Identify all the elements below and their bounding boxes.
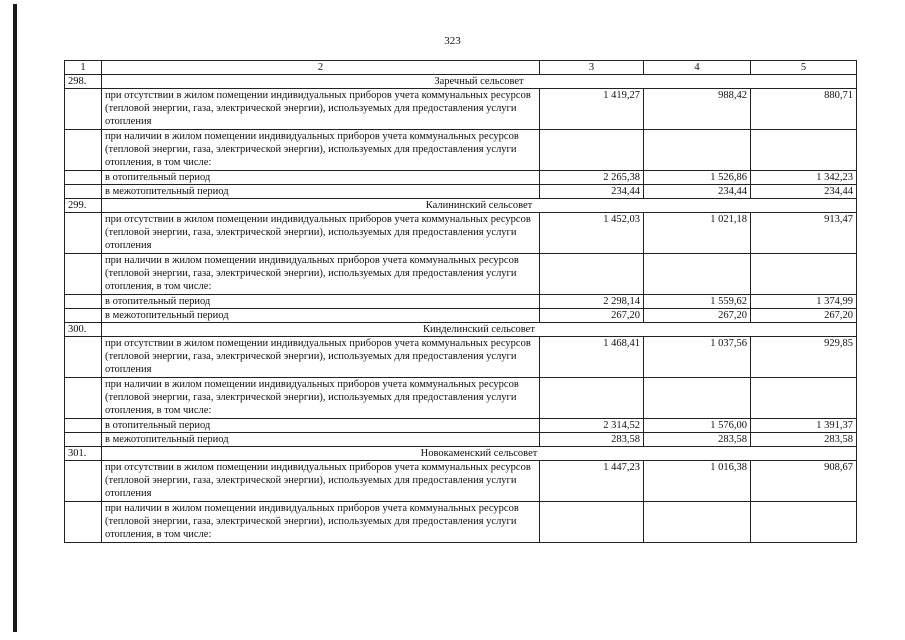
row-number-cell (65, 295, 102, 309)
tariff-value-col-3: 267,20 (540, 309, 644, 323)
tariff-value-col-3 (540, 130, 644, 171)
tariff-value-col-3: 1 447,23 (540, 461, 644, 502)
tariff-value-col-5: 283,58 (751, 433, 857, 447)
tariff-row (65, 254, 857, 295)
tariff-value-col-5 (751, 254, 857, 295)
tariff-value-col-4: 1 037,56 (644, 337, 751, 378)
council-header-row (65, 323, 857, 337)
tariff-value-col-4: 1 016,38 (644, 461, 751, 502)
tariff-row (65, 337, 857, 378)
tariff-value-col-4: 1 021,18 (644, 213, 751, 254)
row-label: при отсутствии в жилом помещении индивидуальных приборов учета коммунальных ресурсов (тепловой энергии, газа, электрической энергии), используемых для предоставления услуги отопления (102, 461, 540, 502)
tariff-value-col-3 (540, 254, 644, 295)
row-label: при наличии в жилом помещении индивидуальных приборов учета коммунальных ресурсов (тепловой энергии, газа, электрической энергии), используемых для предоставления услуги отопления, в том числе: (102, 378, 540, 419)
council-header-row (65, 75, 857, 89)
tariff-row (65, 419, 857, 433)
row-label: при наличии в жилом помещении индивидуальных приборов учета коммунальных ресурсов (тепловой энергии, газа, электрической энергии), используемых для предоставления услуги отопления, в том числе: (102, 254, 540, 295)
row-number-cell (65, 89, 102, 130)
tariff-value-col-4: 1 559,62 (644, 295, 751, 309)
section-number: 301. (65, 447, 102, 461)
tariff-value-col-5 (751, 502, 857, 543)
tariff-value-col-4: 988,42 (644, 89, 751, 130)
column-header: 5 (751, 61, 857, 75)
row-label: при отсутствии в жилом помещении индивидуальных приборов учета коммунальных ресурсов (тепловой энергии, газа, электрической энергии), используемых для предоставления услуги отопления (102, 89, 540, 130)
tariff-value-col-5: 1 342,23 (751, 171, 857, 185)
row-number-cell (65, 213, 102, 254)
tariff-value-col-4: 234,44 (644, 185, 751, 199)
row-label: при наличии в жилом помещении индивидуальных приборов учета коммунальных ресурсов (тепловой энергии, газа, электрической энергии), используемых для предоставления услуги отопления, в том числе: (102, 130, 540, 171)
row-number-cell (65, 309, 102, 323)
tariff-row (65, 461, 857, 502)
tariff-row (65, 433, 857, 447)
row-label: в межотопительный период (102, 433, 540, 447)
row-label: при отсутствии в жилом помещении индивидуальных приборов учета коммунальных ресурсов (тепловой энергии, газа, электрической энергии), используемых для предоставления услуги отопления (102, 337, 540, 378)
tariff-value-col-3 (540, 378, 644, 419)
council-header-row (65, 199, 857, 213)
tariff-value-col-3: 283,58 (540, 433, 644, 447)
row-number-cell (65, 254, 102, 295)
row-label: при наличии в жилом помещении индивидуальных приборов учета коммунальных ресурсов (тепловой энергии, газа, электрической энергии), используемых для предоставления услуги отопления, в том числе: (102, 502, 540, 543)
council-name: Новокаменский сельсовет (102, 447, 857, 461)
tariff-value-col-3: 2 298,14 (540, 295, 644, 309)
tariff-value-col-4 (644, 254, 751, 295)
tariff-row (65, 171, 857, 185)
tariff-value-col-5: 1 391,37 (751, 419, 857, 433)
tariff-value-col-5: 267,20 (751, 309, 857, 323)
tariff-value-col-3 (540, 502, 644, 543)
column-header: 3 (540, 61, 644, 75)
tariff-row (65, 89, 857, 130)
column-header: 2 (102, 61, 540, 75)
tariff-row (65, 378, 857, 419)
council-name: Кинделинский сельсовет (102, 323, 857, 337)
tariff-value-col-3: 1 452,03 (540, 213, 644, 254)
tariff-row (65, 185, 857, 199)
tariff-table (64, 60, 857, 543)
page-number: 323 (444, 35, 461, 47)
row-number-cell (65, 433, 102, 447)
row-label: в межотопительный период (102, 309, 540, 323)
row-number-cell (65, 378, 102, 419)
tariff-value-col-3: 1 419,27 (540, 89, 644, 130)
tariff-value-col-5 (751, 378, 857, 419)
tariff-value-col-5: 908,67 (751, 461, 857, 502)
tariff-value-col-5 (751, 130, 857, 171)
tariff-row (65, 309, 857, 323)
tariff-value-col-3: 2 314,52 (540, 419, 644, 433)
row-number-cell (65, 185, 102, 199)
row-label: в отопительный период (102, 171, 540, 185)
council-name: Калининский сельсовет (102, 199, 857, 213)
tariff-value-col-5: 880,71 (751, 89, 857, 130)
column-header: 4 (644, 61, 751, 75)
section-number: 298. (65, 75, 102, 89)
tariff-value-col-4 (644, 378, 751, 419)
scan-edge-shadow (13, 4, 17, 632)
council-header-row (65, 447, 857, 461)
tariff-value-col-4: 267,20 (644, 309, 751, 323)
section-number: 300. (65, 323, 102, 337)
tariff-value-col-3: 234,44 (540, 185, 644, 199)
column-header-row (65, 61, 857, 75)
column-header: 1 (65, 61, 102, 75)
row-label: при отсутствии в жилом помещении индивидуальных приборов учета коммунальных ресурсов (тепловой энергии, газа, электрической энергии), используемых для предоставления услуги отопления (102, 213, 540, 254)
tariff-value-col-5: 234,44 (751, 185, 857, 199)
tariff-row (65, 130, 857, 171)
row-label: в отопительный период (102, 419, 540, 433)
tariff-value-col-3: 2 265,38 (540, 171, 644, 185)
tariff-row (65, 502, 857, 543)
row-number-cell (65, 461, 102, 502)
tariff-value-col-4: 1 526,86 (644, 171, 751, 185)
row-number-cell (65, 502, 102, 543)
row-number-cell (65, 130, 102, 171)
row-number-cell (65, 419, 102, 433)
tariff-value-col-4 (644, 130, 751, 171)
tariff-value-col-5: 1 374,99 (751, 295, 857, 309)
row-number-cell (65, 337, 102, 378)
tariff-value-col-4: 283,58 (644, 433, 751, 447)
tariff-value-col-5: 929,85 (751, 337, 857, 378)
tariff-value-col-4: 1 576,00 (644, 419, 751, 433)
row-number-cell (65, 171, 102, 185)
section-number: 299. (65, 199, 102, 213)
tariff-value-col-3: 1 468,41 (540, 337, 644, 378)
tariff-row (65, 295, 857, 309)
tariff-row (65, 213, 857, 254)
row-label: в межотопительный период (102, 185, 540, 199)
row-label: в отопительный период (102, 295, 540, 309)
council-name: Заречный сельсовет (102, 75, 857, 89)
tariff-value-col-5: 913,47 (751, 213, 857, 254)
tariff-value-col-4 (644, 502, 751, 543)
